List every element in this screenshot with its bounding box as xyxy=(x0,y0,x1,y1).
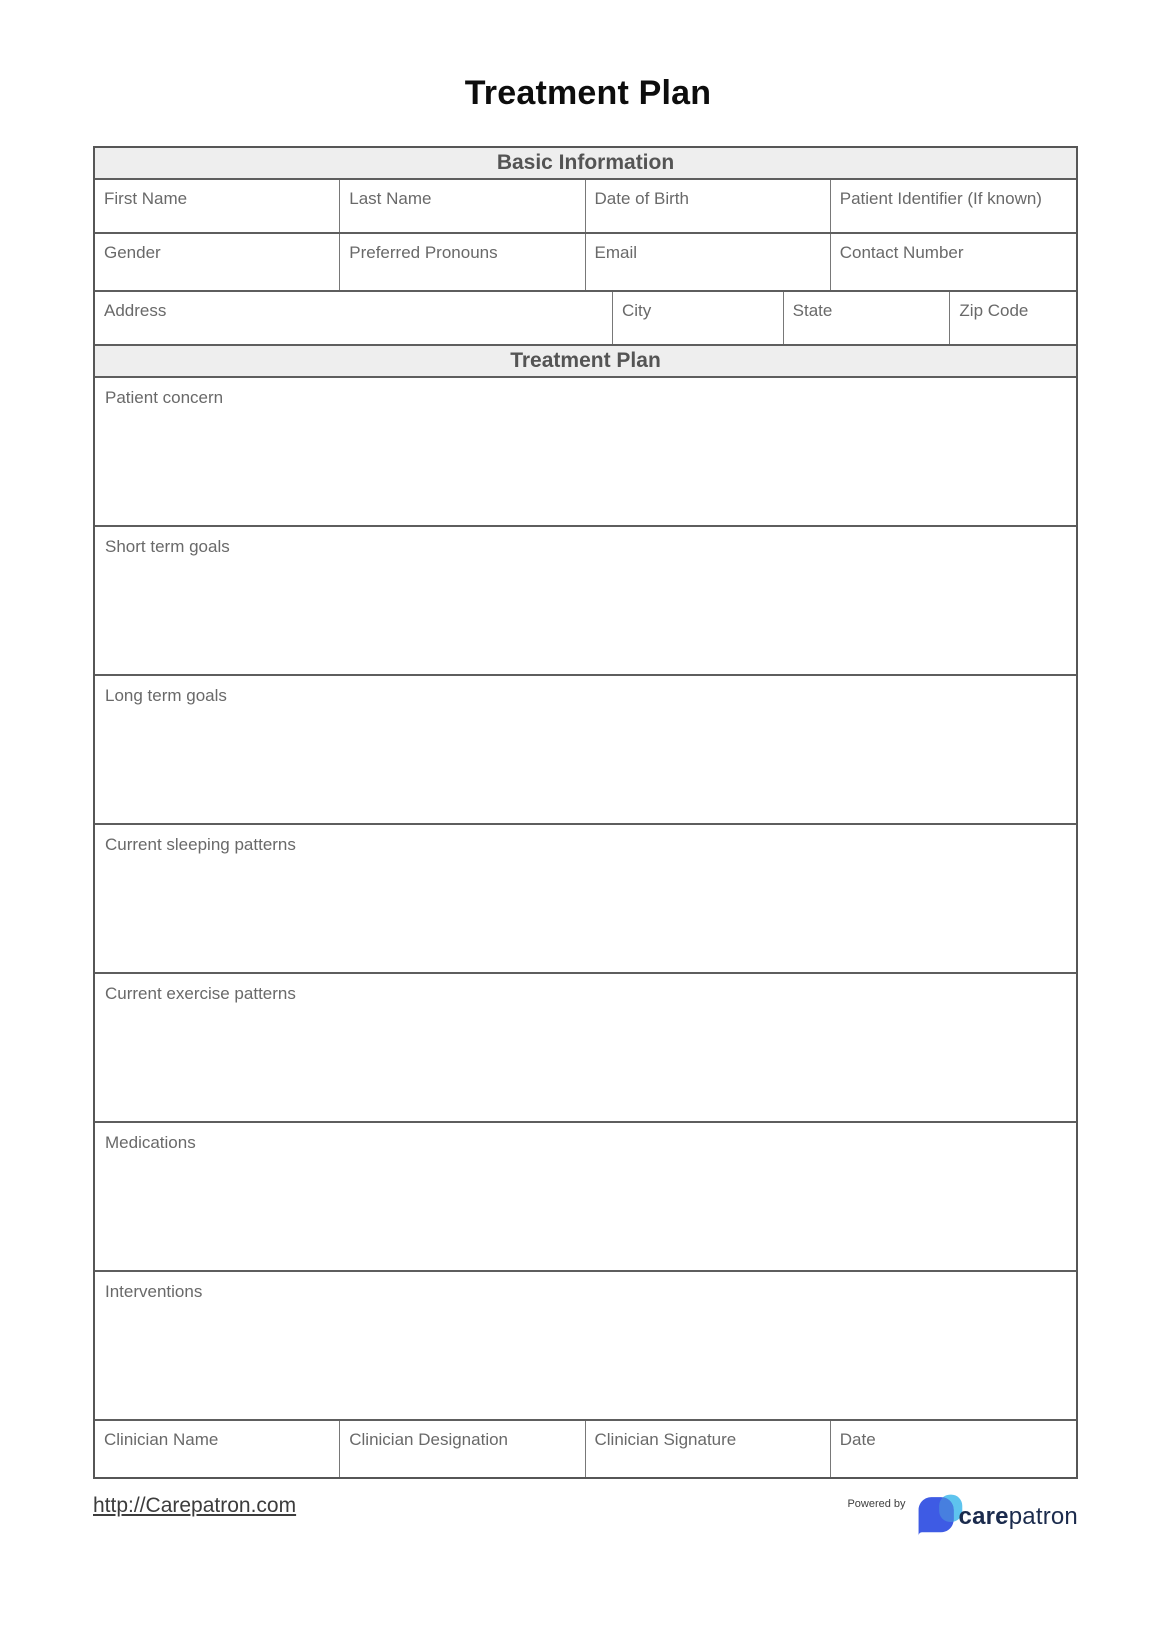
field-contact-number[interactable] xyxy=(831,234,1076,290)
carepatron-wordmark xyxy=(959,1503,1078,1531)
patient-identifier-label: Patient Identifier (If known) xyxy=(839,189,1042,208)
field-date[interactable] xyxy=(831,1421,1076,1477)
field-clinician-name[interactable] xyxy=(95,1421,340,1477)
field-current-sleeping-patterns[interactable] xyxy=(95,825,1076,974)
field-first-name[interactable] xyxy=(95,180,340,232)
date-of-birth-label: Date of Birth xyxy=(594,189,689,208)
field-medications[interactable] xyxy=(95,1123,1076,1272)
field-date-of-birth[interactable] xyxy=(586,180,831,232)
clinician-signature-label: Clinician Signature xyxy=(594,1430,737,1449)
long-term-goals-label: Long term goals xyxy=(105,686,227,705)
medications-label: Medications xyxy=(105,1133,196,1152)
date-label: Date xyxy=(839,1430,876,1449)
powered-by-label: Powered by xyxy=(847,1498,906,1510)
short-term-goals-label: Short term goals xyxy=(105,537,230,556)
first-name-label: First Name xyxy=(104,189,188,208)
current-sleeping-patterns-label: Current sleeping patterns xyxy=(105,835,296,854)
carepatron-link[interactable]: http://Carepatron.com xyxy=(93,1494,297,1517)
state-label: State xyxy=(792,301,833,320)
brand-patron-text: patron xyxy=(1008,1503,1078,1530)
address-label: Address xyxy=(104,301,167,320)
basic-info-row-2 xyxy=(95,234,1076,292)
basic-information-header: Basic Information xyxy=(95,148,1076,180)
current-exercise-patterns-label: Current exercise patterns xyxy=(105,984,296,1003)
field-long-term-goals[interactable] xyxy=(95,676,1076,825)
carepatron-logo-icon xyxy=(916,1494,964,1543)
field-email[interactable] xyxy=(586,234,831,290)
field-clinician-designation[interactable] xyxy=(340,1421,585,1477)
field-interventions[interactable] xyxy=(95,1272,1076,1421)
page-footer xyxy=(93,1482,1078,1543)
zip-code-label: Zip Code xyxy=(959,301,1029,320)
powered-by-group xyxy=(847,1482,1078,1543)
treatment-plan-header: Treatment Plan xyxy=(95,346,1076,378)
city-label: City xyxy=(621,301,652,320)
interventions-label: Interventions xyxy=(105,1282,203,1301)
clinician-designation-label: Clinician Designation xyxy=(349,1430,509,1449)
field-gender[interactable] xyxy=(95,234,340,290)
email-label: Email xyxy=(594,243,638,262)
field-zip-code[interactable] xyxy=(950,292,1076,344)
field-state[interactable] xyxy=(784,292,951,344)
field-clinician-signature[interactable] xyxy=(586,1421,831,1477)
clinician-name-label: Clinician Name xyxy=(104,1430,219,1449)
field-address[interactable] xyxy=(95,292,613,344)
field-patient-identifier[interactable] xyxy=(831,180,1076,232)
field-current-exercise-patterns[interactable] xyxy=(95,974,1076,1123)
preferred-pronouns-label: Preferred Pronouns xyxy=(349,243,498,262)
gender-label: Gender xyxy=(104,243,161,262)
last-name-label: Last Name xyxy=(349,189,432,208)
treatment-plan-form xyxy=(93,146,1078,1479)
basic-info-row-1 xyxy=(95,180,1076,234)
contact-number-label: Contact Number xyxy=(839,243,964,262)
field-city[interactable] xyxy=(613,292,784,344)
field-patient-concern[interactable] xyxy=(95,378,1076,527)
brand-care-text: care xyxy=(958,1503,1009,1530)
field-last-name[interactable] xyxy=(340,180,585,232)
field-preferred-pronouns[interactable] xyxy=(340,234,585,290)
field-short-term-goals[interactable] xyxy=(95,527,1076,676)
basic-info-row-3 xyxy=(95,292,1076,346)
patient-concern-label: Patient concern xyxy=(105,388,224,407)
signature-row xyxy=(95,1421,1076,1477)
page-title: Treatment Plan xyxy=(464,74,712,112)
